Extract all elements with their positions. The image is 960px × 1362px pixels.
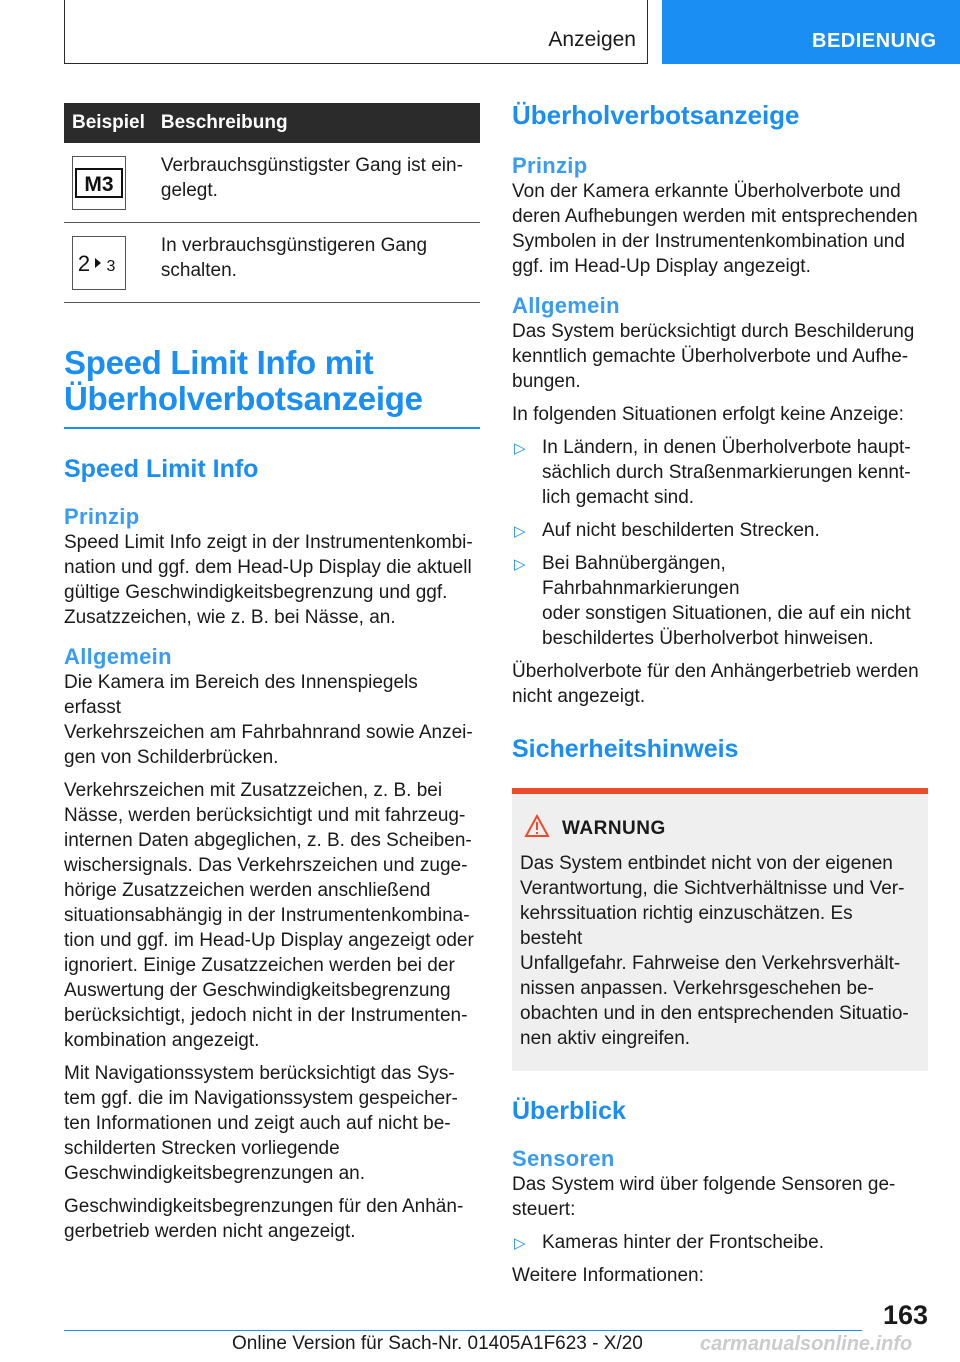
footer-divider (64, 1330, 862, 1331)
subheading-prinzip: Prinzip (512, 153, 588, 178)
shift-arrow-icon (95, 258, 101, 268)
allgemein-paragraph: Verkehrszeichen mit Zusatzzeichen, z. B. bei Nässe, werden berücksichtigt und mit fahrzeug- internen Daten abgeglichen, z. B. des Scheiben- wischersignals. Das Verkehrszeichen und zuge- hörige Zusatzzeichen werden anschließend situationsabhängig in der Instrumentenkombina- tion und ggf. im Head-Up Display angezeigt oder ignoriert. Einige Zusatzzeichen werden bei der Auswertung der Geschwindigkeitsbegrenzung berücksichtigt, jedoch nicht in der Instrumenten- kombination angezeigt. (64, 780, 474, 1051)
gear-to-label: 3 (106, 258, 116, 275)
table-cell-description (153, 143, 480, 223)
sensoren-text: Das System wird über folgende Sensoren ge- steuert: (512, 1174, 896, 1220)
left-column (64, 103, 480, 1244)
warning-label: WARNUNG (562, 817, 666, 839)
prinzip-text: Von der Kamera erkannte Überholverbote und deren Aufhebungen werden mit entsprechenden Symbolen in der Instrumentenkombination und ggf. im Head-Up Display angezeigt. (512, 181, 918, 277)
footer-text: Online Version für Sach-Nr. 01405A1F623 - X/20 (232, 1333, 643, 1354)
allgemein-paragraph: Geschwindigkeitsbegrenzungen für den Anhän- gerbetrieb werden nicht angezeigt. (64, 1196, 464, 1242)
row-description: Verbrauchsgünstigster Gang ist ein- gelegt. (160, 155, 463, 201)
bullet-triangle-icon: ▷ (514, 440, 526, 457)
list-item: ▷ Bei Bahnübergängen, Fahrbahnmarkierungen oder sonstigen Situationen, die auf ein nicht beschildertes Überholverbot hinweisen. (514, 553, 911, 649)
table-row (64, 143, 480, 223)
bullet-triangle-icon: ▷ (514, 556, 526, 573)
allgemein-paragraph: Mit Navigationssystem berücksichtigt das Sys- tem ggf. die im Navigationssystem gespeicher- ten Informationen und zeigt auch auf nicht be- schilderten Strecken vorliegende Geschwindigkeitsbegrenzungen an. (64, 1063, 458, 1184)
table-cell-description (153, 223, 480, 303)
gear-shift-2-to-3-icon (72, 236, 126, 290)
allgemein-paragraph: In folgenden Situationen erfolgt keine Anzeige: (512, 404, 904, 425)
prinzip-text: Speed Limit Info zeigt in der Instrumentenkombi- nation und ggf. dem Head-Up Display die aktuell gültige Geschwindigkeitsbegrenzung und ggf. Zusatzzeichen, wie z. B. bei Nässe, an. (64, 532, 473, 628)
subheading-allgemein: Allgemein (512, 293, 620, 318)
section-heading-sicherheitshinweis: Sicherheitshinweis (512, 735, 739, 763)
table-header-description: Beschreibung (153, 103, 480, 143)
right-column (512, 100, 928, 1288)
table-header-example: Beispiel (64, 103, 153, 143)
gear-m3-label: M3 (84, 173, 114, 196)
watermark: carmanualsonline.info (700, 1333, 913, 1355)
allgemein-paragraph: Die Kamera im Bereich des Innenspiegels erfasst Verkehrszeichen am Fahrbahnrand sowie Anzei- gen von Schilderbrücken. (64, 672, 473, 768)
page-title: Speed Limit Info mit Überholverbotsanzeige (64, 345, 480, 429)
more-info-text: Weitere Informationen: (512, 1265, 704, 1286)
bullet-triangle-icon: ▷ (514, 1235, 526, 1252)
bullet-triangle-icon: ▷ (514, 523, 526, 540)
list-item: ▷ Kameras hinter der Frontscheibe. (512, 1230, 928, 1255)
gear-from-label: 2 (77, 251, 91, 276)
subheading-sensoren: Sensoren (512, 1146, 615, 1171)
subheading-prinzip: Prinzip (64, 504, 140, 529)
section-heading-ueberblick: Überblick (512, 1097, 626, 1125)
warning-title (524, 814, 920, 843)
header-section-title: Anzeigen (548, 28, 636, 51)
list-item: ▷ Auf nicht beschilderten Strecken. (512, 518, 928, 543)
row-description: In verbrauchsgünstigeren Gang schalten. (160, 235, 428, 281)
example-table (64, 103, 480, 303)
subheading-allgemein: Allgemein (64, 644, 172, 669)
section-heading-speed-limit-info: Speed Limit Info (64, 455, 259, 483)
table-row (64, 223, 480, 303)
warning-box (512, 788, 928, 1071)
header-chapter-tab[interactable] (662, 0, 960, 64)
list-item: ▷ In Ländern, in denen Überholverbote haupt- sächlich durch Straßenmarkierungen kennt- lich gemacht sind. (514, 437, 911, 508)
page-number: 163 (882, 1300, 928, 1330)
warning-triangle-icon (524, 814, 550, 843)
gear-m3-icon (72, 156, 126, 210)
warning-text: Das System entbindet nicht von der eigenen Verantwortung, die Sichtverhältnisse und Ver- kehrssituation richtig einzuschätzen. Es besteht Unfallgefahr. Fahrweise den Verkehrsverhält- nissen anpassen. Verkehrsgeschehen be- obachten und in den entsprechenden Situatio- nen aktiv eingreifen. (520, 853, 909, 1049)
table-header-row (64, 103, 480, 143)
header-chapter-label: BEDIENUNG (812, 30, 937, 52)
allgemein-paragraph: Das System berücksichtigt durch Beschilderung kenntlich gemachte Überholverbote und Aufhe- bungen. (512, 321, 915, 392)
section-heading-ueberholverbotsanzeige: Überholverbotsanzeige (512, 100, 800, 130)
allgemein-paragraph: Überholverbote für den Anhängerbetrieb werden nicht angezeigt. (512, 661, 919, 707)
